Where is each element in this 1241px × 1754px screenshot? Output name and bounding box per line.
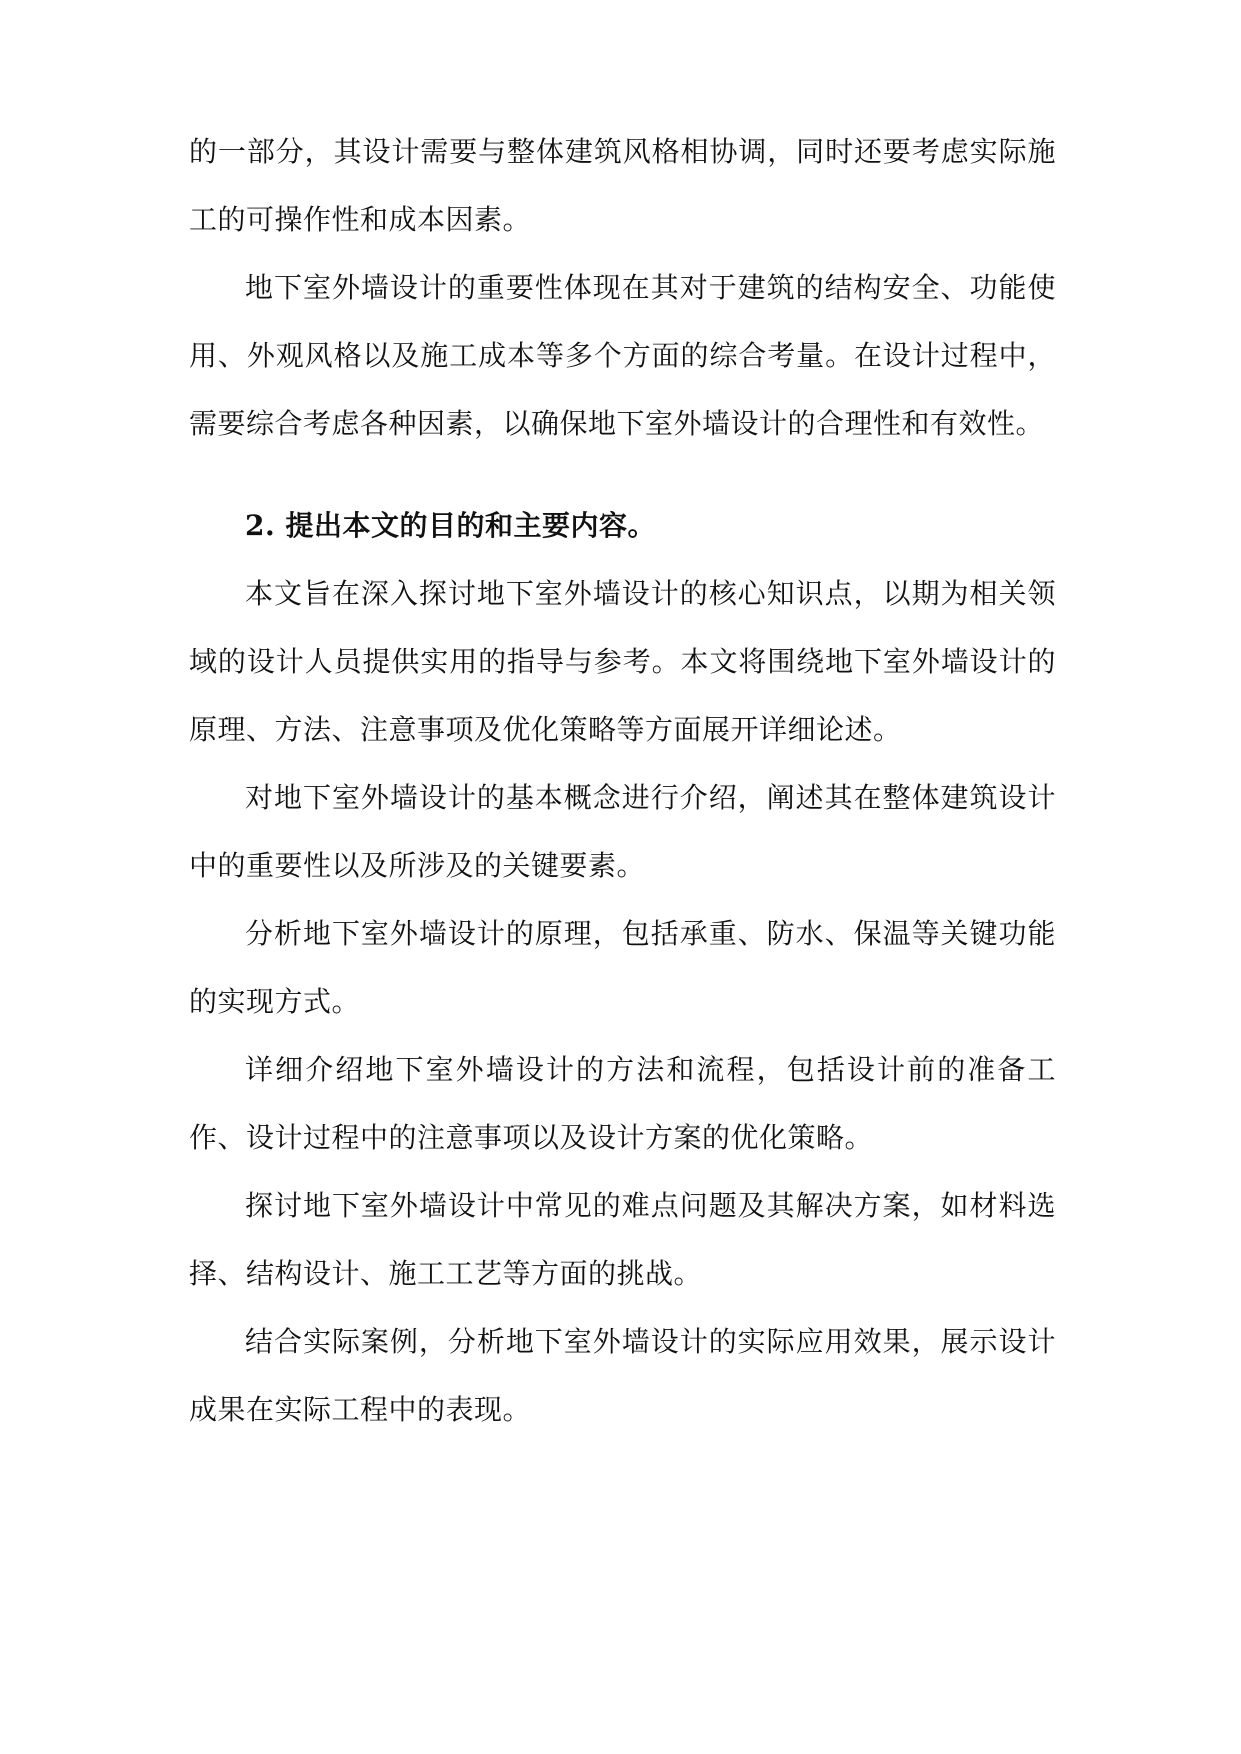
paragraph-cases: 结合实际案例，分析地下室外墙设计的实际应用效果，展示设计成果在实际工程中的表现。 xyxy=(189,1325,1056,1426)
section-heading-2: 2. 提出本文的目的和主要内容。 xyxy=(245,509,656,542)
paragraph-continuation: 的一部分，其设计需要与整体建筑风格相协调，同时还要考虑实际施工的可操作性和成本因素。 xyxy=(189,135,1056,236)
paragraph-importance: 地下室外墙设计的重要性体现在其对于建筑的结构安全、功能使用、外观风格以及施工成本等多个方面的综合考量。在设计过程中，需要综合考虑各种因素，以确保地下室外墙设计的合理性和有效性。 xyxy=(189,271,1056,440)
paragraph-principles: 分析地下室外墙设计的原理，包括承重、防水、保温等关键功能的实现方式。 xyxy=(189,917,1056,1018)
paragraph-difficulties: 探讨地下室外墙设计中常见的难点问题及其解决方案，如材料选择、结构设计、施工工艺等方面的挑战。 xyxy=(189,1189,1056,1290)
paragraph-methods: 详细介绍地下室外墙设计的方法和流程，包括设计前的准备工作、设计过程中的注意事项以及设计方案的优化策略。 xyxy=(189,1053,1056,1154)
paragraph-concepts: 对地下室外墙设计的基本概念进行介绍，阐述其在整体建筑设计中的重要性以及所涉及的关键要素。 xyxy=(189,781,1056,882)
paragraph-purpose: 本文旨在深入探讨地下室外墙设计的核心知识点，以期为相关领域的设计人员提供实用的指导与参考。本文将围绕地下室外墙设计的原理、方法、注意事项及优化策略等方面展开详细论述。 xyxy=(189,577,1056,746)
